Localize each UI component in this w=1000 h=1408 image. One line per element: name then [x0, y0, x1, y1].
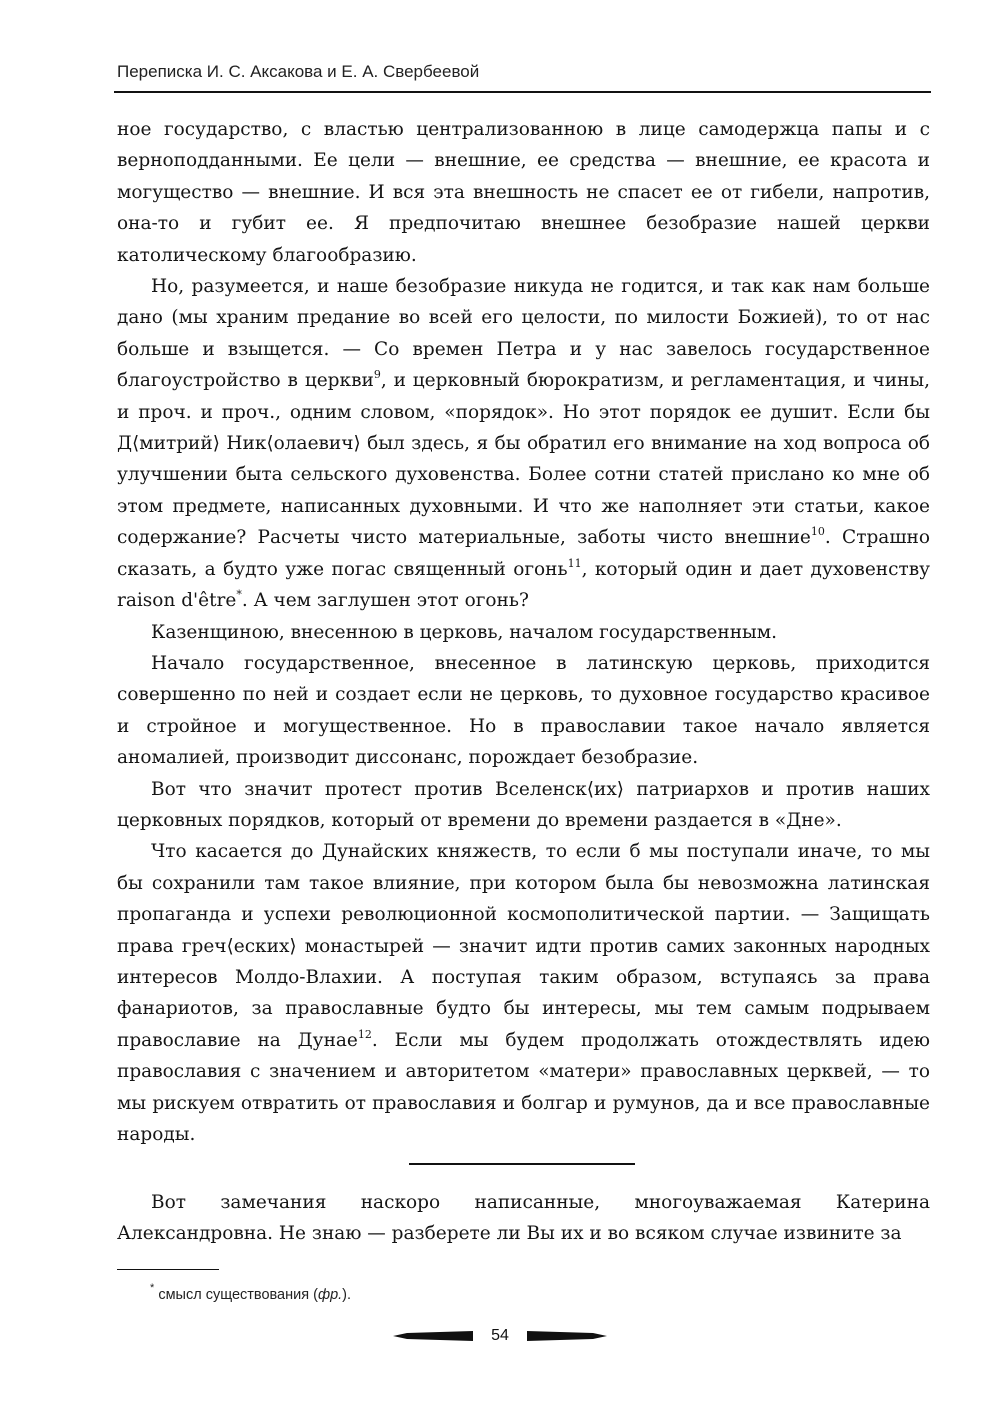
closing-paragraph: Вот замечания наскоро написанные, многоуважаемая Катерина Александровна. Не знаю — разберете ли Вы их и во всяком случае извините за [117, 1192, 930, 1245]
running-head: Переписка И. С. Аксакова и Е. А. Свербеевой [117, 62, 480, 81]
footnote-ref-star: * [236, 588, 242, 602]
endnote-ref-12: 12 [357, 1027, 372, 1041]
page-number: 54 [491, 1327, 509, 1344]
footnote [150, 1282, 352, 1303]
main-text [117, 114, 930, 1150]
footnote-marker: * [150, 1282, 155, 1294]
p2-text-b: , и церковный бюрократизм, и регламентация, и чины, и проч. и проч., одним словом, «порядок». Но этот порядок ее душит. Если бы Д⟨митрий⟩ Ник⟨олаевич⟩ был здесь, я бы обратил его внимание на ход вопроса об улучшении быта сельского духовенства. Более сотни статей прислано ко мне об этом предмете, написанных духовными. И что же наполняет эти статьи, какое содержание? Расчеты чисто материальные, заботы чисто внешние [117, 370, 930, 549]
p6-text-b: . Если мы будем продолжать отождествлять идею православия с значением и авторитетом «матери» православных церквей, — то мы рискуем отвратить от православия и болгар и румунов, да и все православные народы. [117, 1029, 931, 1145]
footnote-rule [117, 1269, 219, 1270]
paragraph-2 [117, 271, 930, 616]
paragraph-5: Вот что значит протест против Вселенск⟨их⟩ патриархов и против наших церковных порядков, который от времени до времени раздается в «Дне». [117, 778, 930, 831]
section-divider [409, 1163, 635, 1165]
footnote-abbr: фр. [317, 1287, 343, 1303]
p2-text-d: , который один и дает духовенству raison d'être [117, 558, 930, 612]
p6-text-a: Что касается до Дунайских княжеств, то если б мы поступали иначе, то мы бы сохранили там такое влияние, при котором была бы невозможна латинская пропаганда и успехи революционной космополитической партии. — Защищать права греч⟨еских⟩ монастырей — значит идти против самих законных народных интересов Молдо-Влахии. А поступая таким образом, вступаясь за права фанариотов, за православные будто бы интересы, мы тем самым подрываем православие на Дунае [117, 841, 930, 1051]
footnote-tail: ). [342, 1287, 352, 1303]
folio-left-ornament [393, 1330, 473, 1342]
p2-text-a: Но, разумеется, и наше безобразие никуда не годится, и так как нам больше дано (мы храним предание во всей его целости, по милости Божией), то от нас больше и взыщется. — Со времен Петра и у нас завелось государственное благоустройство в церкви [117, 276, 930, 392]
folio-right-ornament [527, 1330, 607, 1342]
paragraph-6 [117, 836, 930, 1150]
page-folio [0, 1327, 1000, 1345]
paragraph-4: Начало государственное, внесенное в латинскую церковь, приходится совершенно по ней и создает если не церковь, то духовное государство красивое и стройное и могущественное. Но в православии такое начало является аномалией, производит диссонанс, порождает безобразие. [117, 652, 930, 769]
p2-text-c: . Страшно сказать, а будто уже погас священный огонь [117, 527, 930, 580]
p2-text-e: . А чем заглушен этот огонь? [241, 590, 529, 612]
footnote-text: смысл существования ( [158, 1287, 318, 1303]
endnote-ref-10: 10 [810, 525, 825, 539]
endnote-ref-9: 9 [373, 368, 381, 382]
paragraph-1: ное государство, с властью централизованною в лице самодержца папы и с верноподданными. Ее цели — внешние, ее средства — внешние, ее красота и могущество — внешние. И вся эта внешность не спасет ее от гибели, напротив, она-то и губит ее. Я предпочитаю внешнее безобразие нашей церкви католическому благообразию. [117, 119, 930, 266]
endnote-ref-11: 11 [567, 556, 582, 570]
paragraph-3: Казенщиною, внесенною в церковь, началом государственным. [151, 621, 778, 643]
header-rule [114, 91, 931, 93]
